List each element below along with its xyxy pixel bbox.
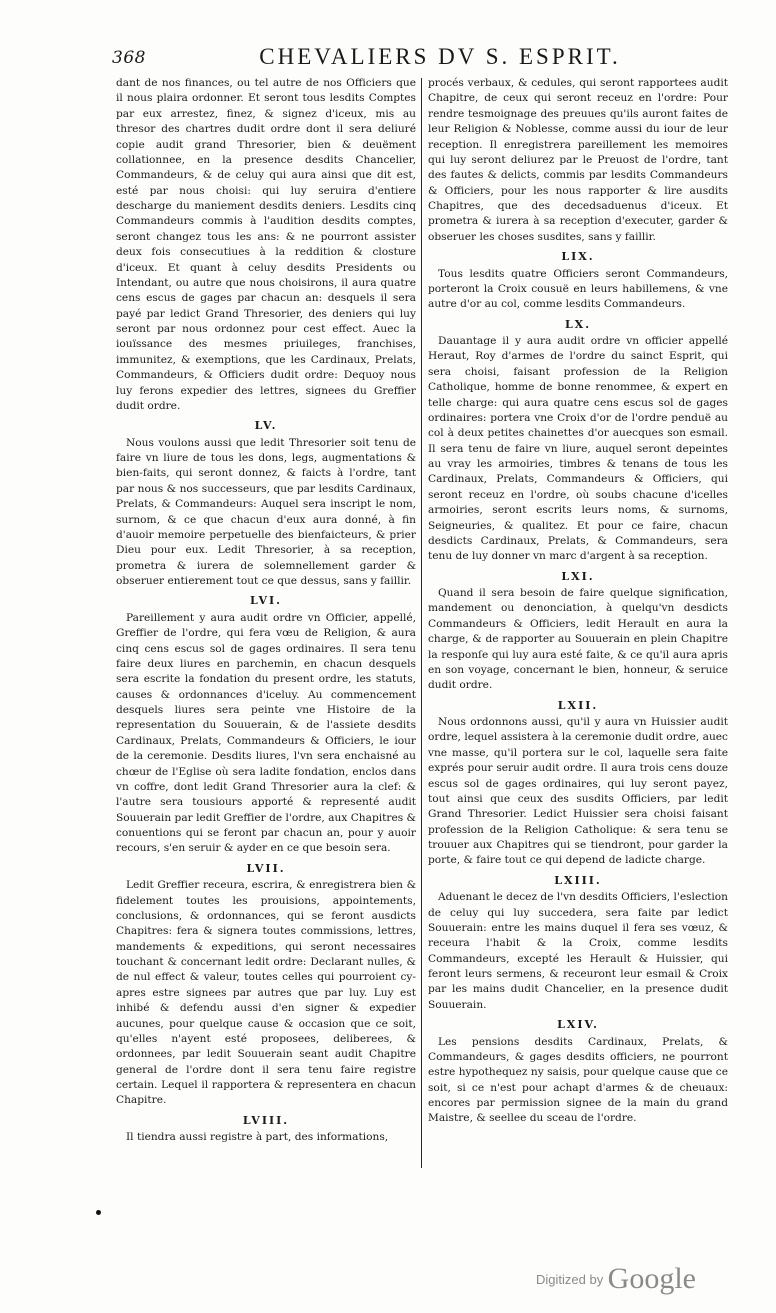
google-logo: Google bbox=[607, 1262, 696, 1295]
paragraph: dant de nos finances, ou tel autre de nos Officiers que il nous plaira ordonner. Et seront tous lesdits Comptes par eux arrestez, finez, & signez d'iceux, mis au thresor des chartres dudit ordre dont il sera deliuré copie audit grand Thresorier, bien & deuëment collationnee, en la presence desdits Chancelier, Commandeurs, & de celuy qui aura ainsi que dit est, esté par nous choisi: qui luy seruira d'entiere descharge du maniement desdits deniers. Lesdits cinq Commandeurs commis à l'audition desdits comptes, seront changez tous les ans: & ne pourront assister deux fois consecutiues à la reddition & closture d'iceux. Et quant à celuy desdits Presidents ou Intendant, ou autre que nous choisirons, il aura quatre cens escus de gages par chacun an: desquels il sera payé par ledict Grand Thresorier, des deniers qui luy seront par nous ordonnez pour cest effect. Auec la iouïssance des mesmes priuileges, franchises, immunitez, & exemptions, que les Cardinaux, Prelats, Commandeurs, & Officiers dudit ordre: Dequoy nous luy ferons expedier des lettres, signees du Greffier dudit ordre. bbox=[116, 77, 416, 412]
paragraph: Les pensions desdits Cardinaux, Prelats, & Commandeurs, & gages desdits officiers, ne pourront estre hypothequez ny saisis, pour quelque cause que ce soit, si ce n'est pour achapt d'armes & de cheuaux: encores par permission signee de la main du grand Maistre, & seellee du sceau de l'ordre. bbox=[428, 1035, 728, 1125]
paragraph: Quand il sera besoin de faire quelque signification, mandement ou denonciation, à quelqu'vn desdicts Commandeurs & Officiers, ledit Herault en aura la charge, & de rapporter au Souuerain en plein Chapitre la responſe qui luy aura esté faite, & ce qu'il aura apris en son voyage, concernant le bien, honneur, & seruice dudit ordre. bbox=[428, 587, 728, 692]
article-heading: LV. bbox=[254, 419, 278, 433]
article-heading: LXII. bbox=[557, 698, 599, 712]
right-column bbox=[428, 76, 728, 1127]
paragraph: Pareillement y aura audit ordre vn Officier, appellé, Greffier de l'ordre, qui fera vœu de Religion, & aura cinq cens escus sol de gages ordinaires. Il sera tenu faire deux liures en parchemin, en chacun desquels sera escrite la fondation du present ordre, les statuts, causes & ordonnances d'iceluy. Au commencement desquels liures sera peinte vne Histoire de la representation du Souuerain, & de l'assiete desdits Cardinaux, Prelats, Commandeurs & Officiers, le iour de la ceremonie. Desdits liures, l'vn sera enchaisné au chœur de l'Eglise où sera ladite fondation, enclos dans vn coffre, dont ledit Grand Thresorier aura la clef: & l'autre sera tousiours apporté & representé audit Souuerain par ledit Greffier de l'ordre, aux Chapitres & conuentions qui se feront par chacun an, pour y auoir recours, s'en seruir & ayder en ce que besoin sera. bbox=[116, 611, 416, 855]
paragraph: Nous ordonnons aussi, qu'il y aura vn Huissier audit ordre, lequel assistera à la ceremonie dudit ordre, auec vne masse, qu'il portera sur le col, laquelle sera faite exprés pour seruir audit ordre. Il aura trois cens douze escus sol de gages ordinaires, qui luy seront payez, tout ainsi que ceux des susdits Officiers, par ledit Grand Thresorier. Ledict Huissier sera choisi faisant profession de la Religion Catholique: & sera tenu se trouuer aux Chapitres qui se tiendront, pour garder la porte, & faire tout ce qui depend de ladicte charge. bbox=[428, 716, 728, 867]
article-heading: LXIII. bbox=[554, 873, 602, 887]
article-heading: LIX. bbox=[561, 250, 595, 264]
left-column bbox=[116, 76, 416, 1146]
paragraph: Aduenant le decez de l'vn desdits Officiers, l'eslection de celuy qui luy succedera, sera faite par ledict Souuerain: entre les mains duquel il fera ses vœuz, & receura l'habit & la Croix, comme lesdits Commandeurs, excepté les Herault & Huissier, qui feront leurs sermens, & receuront leur esmail & Croix par les mains dudit Chancelier, en la presence dudit Souuerain. bbox=[428, 891, 728, 1011]
paragraph: procés verbaux, & cedules, qui seront rapportees audit Chapitre, de ceux qui seront receuz en l'ordre: Pour rendre tesmoignage des preuues qu'ils auront faites de leur Religion & Noblesse, comme aussi du iour de leur reception. Il enregistrera pareillement les memoires qui luy seront deliurez par le Preuost de l'ordre, tant des fautes & delicts, commis par lesdits Commandeurs & Officiers, pour les nous rapporter & lire ausdits Chapitres, que des decedsaduenus d'iceux. Et prometra & iurera à sa reception d'executer, garder & obseruer les choses susdites, sans y faillir. bbox=[428, 77, 728, 243]
running-title: CHEVALIERS DV S. ESPRIT. bbox=[259, 44, 621, 69]
article-heading: LXIV. bbox=[557, 1018, 599, 1032]
paragraph: Il tiendra aussi registre à part, des informations, bbox=[126, 1131, 389, 1144]
article-heading: LX. bbox=[564, 317, 592, 331]
article-heading: LVIII. bbox=[242, 1113, 290, 1127]
paragraph: Tous lesdits quatre Officiers seront Commandeurs, porteront la Croix cousuë en leurs habillemens, & vne autre d'or au col, comme lesdits Commandeurs. bbox=[428, 267, 728, 311]
ink-dot bbox=[96, 1210, 101, 1215]
paragraph: Nous voulons aussi que ledit Thresorier soit tenu de faire vn liure de tous les dons, legs, augmentations & bien-faits, qui seront donnez, & faicts à l'ordre, tant par nous & nos successeurs, que par lesdits Cardinaux, Prelats, & Commandeurs: Auquel sera inscript le nom, surnom, & ce que chacun d'eux aura donné, à fin d'auoir memoire perpetuelle des bienfaicteurs, & prier Dieu pour eux. Ledit Thresorier, à sa reception, prometra & iurera de solemnellement garder & obseruer entierement tout ce que dessus, sans y faillir. bbox=[116, 436, 416, 587]
digitized-watermark bbox=[536, 1262, 696, 1296]
article-heading: LVI. bbox=[250, 594, 282, 608]
page-number: 368 bbox=[112, 48, 146, 68]
column-divider bbox=[421, 78, 422, 1168]
article-heading: LXI. bbox=[561, 569, 595, 583]
paragraph: Dauantage il y aura audit ordre vn officier appellé Heraut, Roy d'armes de l'ordre du sainct Esprit, qui sera choisi, faisant profession de la Religion Catholique, homme de bonne renommee, & expert en telle charge: qui aura quatre cens escus sol de gages ordinaires: portera vne Croix d'or de l'ordre penduë au col à deux petites chainettes d'or auecques son esmail. Il sera tenu de faire vn liure, auquel seront depeintes au vray les armoiries, timbres & tenans de tous les Cardinaux, Prelats, Commandeurs & Officiers, qui seront receuz en l'ordre, où soubs chacune d'icelles armoiries, seront escrits leurs noms, & surnoms, Seigneuries, & qualitez. Et pour ce faire, chacun desdicts Cardinaux, Prelats, & Commandeurs, sera tenu de luy donner vn marc d'argent à sa reception. bbox=[428, 335, 728, 563]
article-heading: LVII. bbox=[246, 861, 286, 875]
watermark-prefix: Digitized by bbox=[536, 1272, 604, 1287]
paragraph: Ledit Greffier receura, escrira, & enregistrera bien & fidelement toutes les prouisions, appointements, conclusions, & ordonnances, qui se feront ausdicts Chapitres: fera & signera toutes commissions, lettres, mandements & expeditions, qui seront necessaires touchant & concernant ledit ordre: Declarant nulles, & de nul effect & valeur, toutes celles qui pourroient cy-apres estre signees par autres que par luy. Luy est inhibé & defendu aussi d'en signer & expedier aucunes, pour quelque cause & occasion que ce soit, qu'elles n'ayent esté proposees, deliberees, & ordonnees, par ledit Souuerain seant audit Chapitre general de l'ordre dont il sera tenu faire registre certain. Lequel il rapportera & representera en chacun Chapitre. bbox=[116, 879, 416, 1107]
